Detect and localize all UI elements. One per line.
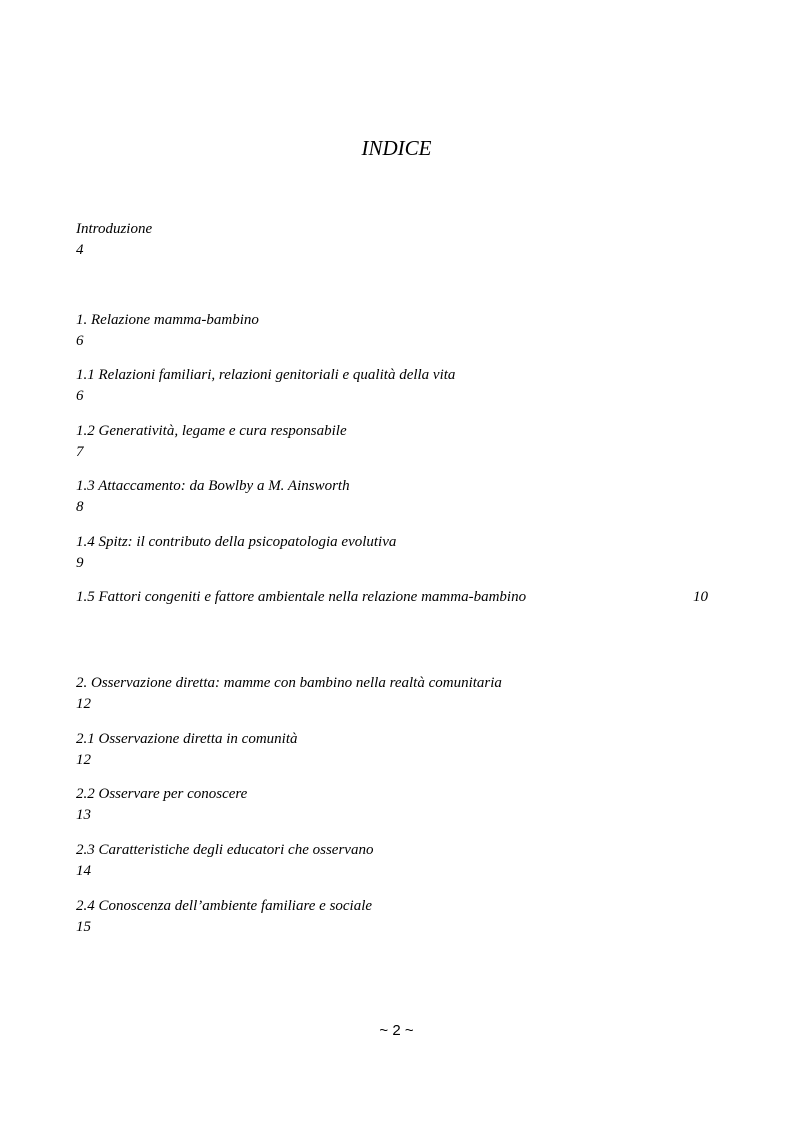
toc-entry-label: 1. Relazione mamma-bambino <box>76 312 259 328</box>
toc-entry-page: 8 <box>76 499 84 515</box>
page-title: INDICE <box>361 136 432 160</box>
toc-entry-2-1[interactable] <box>76 729 716 771</box>
toc-entry-page: 12 <box>76 752 91 768</box>
toc-entry-page: 4 <box>76 242 84 258</box>
toc-entry-1-5[interactable] <box>76 587 716 608</box>
toc-entry-label: 2.3 Caratteristiche degli educatori che osservano <box>76 842 374 858</box>
page-number-footer: ~ 2 ~ <box>379 1022 414 1039</box>
toc-entry-page: 13 <box>76 807 91 823</box>
toc-entry-label: 2.1 Osservazione diretta in comunità <box>76 731 298 747</box>
toc-entry-page: 6 <box>76 333 84 349</box>
toc-entry-page: 12 <box>76 696 91 712</box>
toc-entry-page: 10 <box>693 589 708 605</box>
toc-entry-label: Introduzione <box>76 221 153 237</box>
toc-entry-1-3[interactable] <box>76 476 716 518</box>
toc-entry-label: 2. Osservazione diretta: mamme con bambino nella realtà comunitaria <box>76 675 502 691</box>
toc-entry-1-4[interactable] <box>76 532 716 574</box>
toc-entry-1[interactable] <box>76 310 716 352</box>
toc-entry-page: 9 <box>76 555 84 571</box>
toc-entry-2-4[interactable] <box>76 896 716 938</box>
toc-entry-label: 1.3 Attaccamento: da Bowlby a M. Ainsworth <box>76 478 350 494</box>
toc-entry-introduzione[interactable] <box>76 219 716 261</box>
toc-entry-page: 7 <box>76 444 84 460</box>
toc-entry-label: 2.2 Osservare per conoscere <box>76 786 248 802</box>
toc-entry-2-2[interactable] <box>76 784 716 826</box>
toc-entry-page: 15 <box>76 919 91 935</box>
toc-entry-page: 6 <box>76 388 84 404</box>
toc-entry-label: 1.5 Fattori congeniti e fattore ambientale nella relazione mamma-bambino <box>76 589 527 605</box>
toc-entry-label: 2.4 Conoscenza dell’ambiente familiare e sociale <box>76 898 373 914</box>
toc-entry-1-2[interactable] <box>76 421 716 463</box>
toc-entry-label: 1.2 Generatività, legame e cura responsabile <box>76 423 347 439</box>
toc-entry-2[interactable] <box>76 673 716 715</box>
toc-entry-page: 14 <box>76 863 91 879</box>
toc-entry-1-1[interactable] <box>76 365 716 407</box>
toc-entry-2-3[interactable] <box>76 840 716 882</box>
toc-entry-label: 1.4 Spitz: il contributo della psicopatologia evolutiva <box>76 534 397 550</box>
toc-entry-label: 1.1 Relazioni familiari, relazioni genitoriali e qualità della vita <box>76 367 456 383</box>
